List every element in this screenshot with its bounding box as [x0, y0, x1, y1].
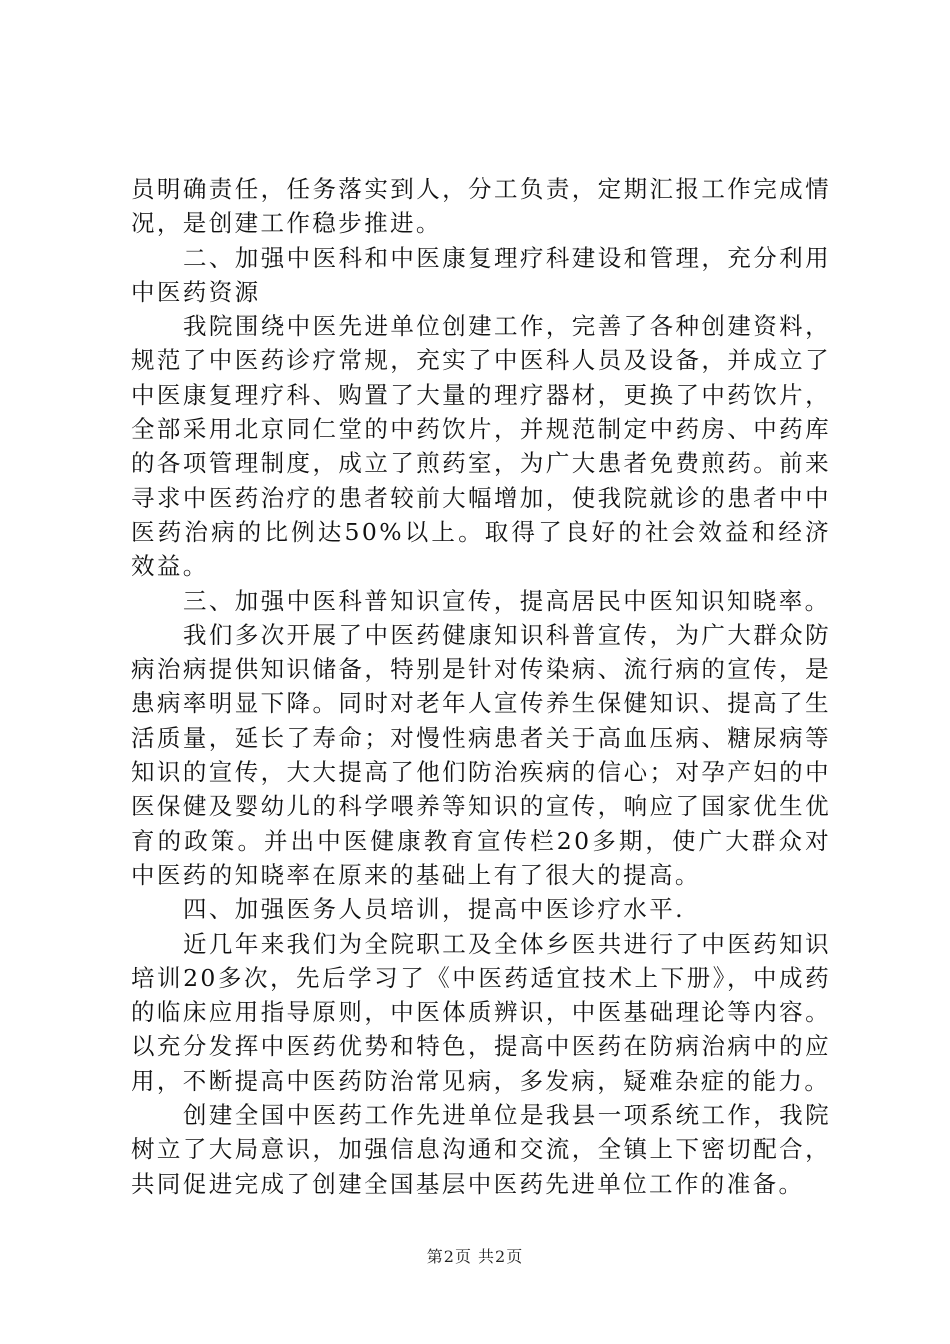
- paragraph-conclusion: 创建全国中医药工作先进单位是我县一项系统工作，我院树立了大局意识，加强信息沟通和交流，全镇上下密切配合，共同促进完成了创建全国基层中医药先进单位工作的准备。: [131, 1101, 831, 1198]
- paragraph-section-2: 我院围绕中医先进单位创建工作，完善了各种创建资料，规范了中医药诊疗常规，充实了中医科人员及设备，并成立了中医康复理疗科、购置了大量的理疗器材，更换了中药饮片，全部采用北京同仁堂的中药饮片，并规范制定中药房、中药库的各项管理制度，成立了煎药室，为广大患者免费煎药。前来寻求中医药治疗的患者较前大幅增加，使我院就诊的患者中中医药治病的比例达50%以上。取得了良好的社会效益和经济效益。: [131, 312, 831, 581]
- page-footer: 第2页 共2页: [426, 1247, 524, 1266]
- paragraph-continuation: 员明确责任，任务落实到人，分工负责，定期汇报工作完成情况，是创建工作稳步推进。: [131, 175, 831, 238]
- section-heading-3: 三、加强中医科普知识宣传，提高居民中医知识知晓率。: [183, 586, 831, 615]
- paragraph-section-4: 近几年来我们为全院职工及全体乡医共进行了中医药知识培训20多次，先后学习了《中医药适宜技术上下册》，中成药的临床应用指导原则，中医体质辨识，中医基础理论等内容。以充分发挥中医药优势和特色，提高中医药在防病治病中的应用，不断提高中医药防治常见病，多发病，疑难杂症的能力。: [131, 929, 831, 1095]
- section-heading-4: 四、加强医务人员培训，提高中医诊疗水平.: [183, 895, 685, 924]
- section-heading-2: 二、加强中医科和中医康复理疗科建设和管理，充分利用中医药资源: [131, 243, 831, 306]
- document-body: [131, 172, 831, 1201]
- paragraph-section-3: 我们多次开展了中医药健康知识科普宣传，为广大群众防病治病提供知识储备，特别是针对传染病、流行病的宣传，是患病率明显下降。同时对老年人宣传养生保健知识、提高了生活质量，延长了寿命；对慢性病患者关于高血压病、糖尿病等知识的宣传，大大提高了他们防治疾病的信心；对孕产妇的中医保健及婴幼儿的科学喂养等知识的宣传，响应了国家优生优育的政策。并出中医健康教育宣传栏20多期，使广大群众对中医药的知晓率在原来的基础上有了很大的提高。: [131, 620, 831, 889]
